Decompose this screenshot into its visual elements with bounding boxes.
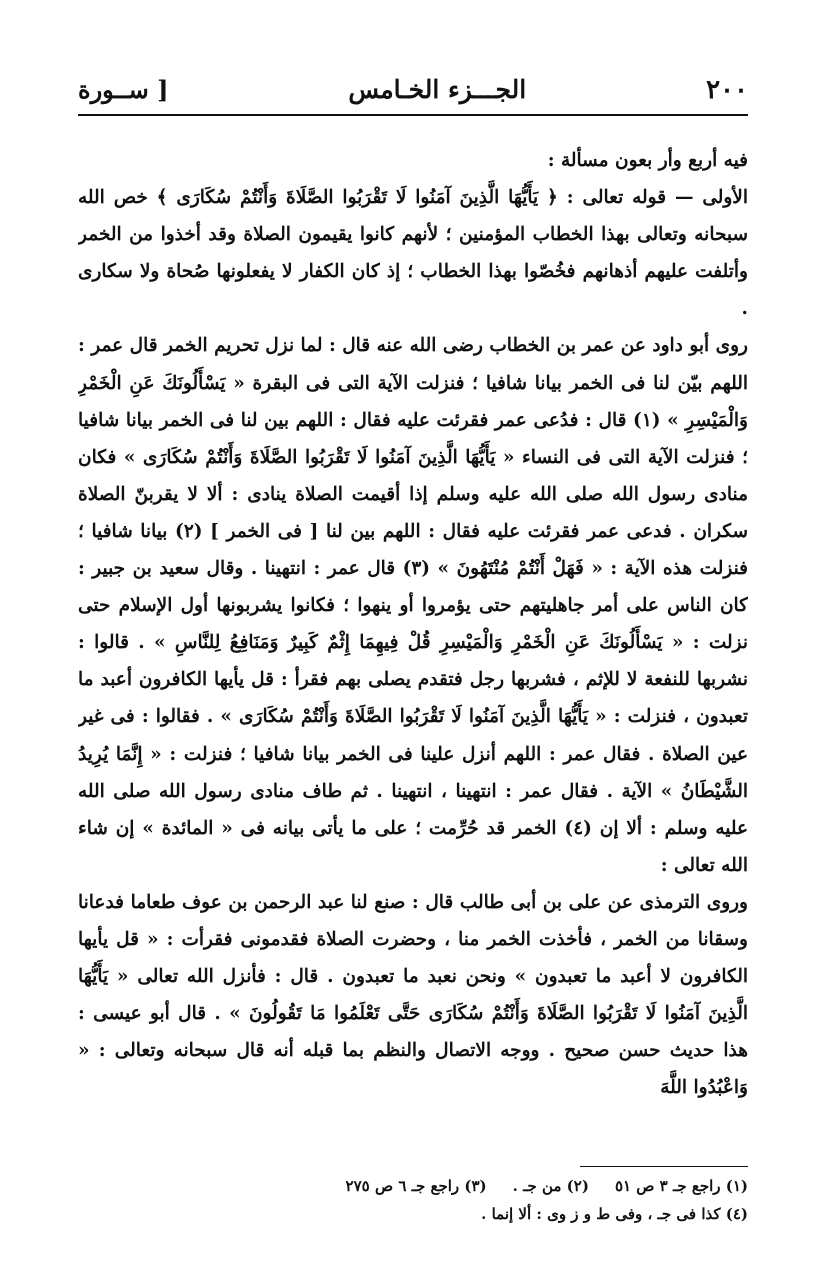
footnotes bbox=[78, 1172, 748, 1228]
footnote-1: (١) راجع جـ ٣ ص ٥١ bbox=[614, 1177, 748, 1195]
paragraph-tirmidhi: وروى الترمذى عن على بن أبى طالب قال : صنع لنا عبد الرحمن بن عوف طعاما فدعانا وسقانا من الخمر ، فأخذت الخمر منا ، وحضرت الصلاة فقدمونى فقرأت : « قل يأيها الكافرون لا أعبد ما تعبدون » ونحن نعبد ما تعبدون . قال : فأنزل الله تعالى « يَأَيُّهَا الَّذِينَ آمَنُوا لَا تَقْرَبُوا الصَّلَاةَ وَأَنْتُمْ سُكَارَى حَتَّى تَعْلَمُوا مَا تَقُولُونَ » . قال أبو عيسى : هذا حديث حسن صحيح . ووجه الاتصال والنظم بما قبله أنه قال سبحانه وتعالى : « وَاعْبُدُوا اللَّهَ bbox=[78, 891, 748, 1099]
footnote-rule bbox=[580, 1166, 748, 1167]
footnote-4: (٤) كذا فى جـ ، وفى ط و ز وى : ألا إنما . bbox=[481, 1205, 748, 1223]
paragraph-first-issue: الأولى — قوله تعالى : ﴿ يَأَيُّهَا الَّذِينَ آمَنُوا لَا تَقْرَبُوا الصَّلَاةَ وَأَنْتُمْ سُكَارَى ﴾ خص الله سبحانه وتعالى بهذا الخطاب المؤمنين ؛ لأنهم كانوا يقيمون الصلاة وقد أخذوا من الخمر وأتلفت عليهم أذهانهم فخُصّوا بهذا الخطاب ؛ إذ كان الكفار لا يفعلونها صُحاة ولا سكارى . bbox=[78, 187, 748, 320]
footnote-2: (٢) من جـ . bbox=[512, 1177, 589, 1195]
page-number: ٢٠٠ bbox=[706, 75, 748, 105]
page-header bbox=[78, 66, 748, 110]
main-text bbox=[78, 142, 748, 1150]
footnote-3: (٣) راجع جـ ٦ ص ٢٧٥ bbox=[345, 1177, 487, 1195]
running-title: الجـــزء الخـامس bbox=[348, 75, 527, 104]
sura-label: [ ســورة bbox=[78, 75, 169, 104]
footnote-row bbox=[78, 1172, 748, 1200]
header-rule bbox=[78, 114, 748, 116]
paragraph-abu-dawud: روى أبو داود عن عمر بن الخطاب رضى الله عنه قال : لما نزل تحريم الخمر قال عمر : اللهم بيّن لنا فى الخمر بيانا شافيا ؛ فنزلت الآية التى فى البقرة « يَسْأَلُونَكَ عَنِ الْخَمْرِ وَالْمَيْسِرِ » (١) قال : فدُعى عمر فقرئت عليه فقال : اللهم بين لنا فى الخمر بيانا شافيا ؛ فنزلت الآية التى فى النساء « يَأَيُّهَا الَّذِينَ آمَنُوا لَا تَقْرَبُوا الصَّلَاةَ وَأَنْتُمْ سُكَارَى » فكان منادى رسول الله صلى الله عليه وسلم إذا أقيمت الصلاة ينادى : ألا لا يقربنّ الصلاة سكران . فدعى عمر فقرئت عليه فقال : اللهم بين لنا [ فى الخمر ] (٢) بيانا شافيا ؛ فنزلت هذه الآية : « فَهَلْ أَنْتُمْ مُنْتَهُونَ » (٣) قال عمر : انتهينا . وقال سعيد بن جبير : كان الناس على أمر جاهليتهم حتى يؤمروا أو ينهوا ؛ فكانوا يشربونها أول الإسلام حتى نزلت : « يَسْأَلُونَكَ عَنِ الْخَمْرِ وَالْمَيْسِرِ قُلْ فِيهِمَا إِثْمٌ كَبِيرٌ وَمَنَافِعُ لِلنَّاسِ » . قالوا : نشربها للنفعة لا للإثم ، فشربها رجل فتقدم يصلى بهم فقرأ : قل يأيها الكافرون أعبد ما تعبدون ، فنزلت : « يَأَيُّهَا الَّذِينَ آمَنُوا لَا تَقْرَبُوا الصَّلَاةَ وَأَنْتُمْ سُكَارَى » . فقالوا : فى غير عين الصلاة . فقال عمر : اللهم أنزل علينا فى الخمر بيانا شافيا ؛ فنزلت : « إِنَّمَا يُرِيدُ الشَّيْطَانُ » الآية . فقال عمر : انتهينا ، انتهينا . ثم طاف منادى رسول الله صلى الله عليه وسلم : ألا إن (٤) الخمر قد حُرِّمت ؛ على ما يأتى بيانه فى « المائدة » إن شاء الله تعالى : bbox=[78, 335, 748, 876]
footnote-row bbox=[78, 1200, 748, 1228]
paragraph-intro: فيه أربع وأر بعون مسألة : bbox=[547, 150, 748, 171]
